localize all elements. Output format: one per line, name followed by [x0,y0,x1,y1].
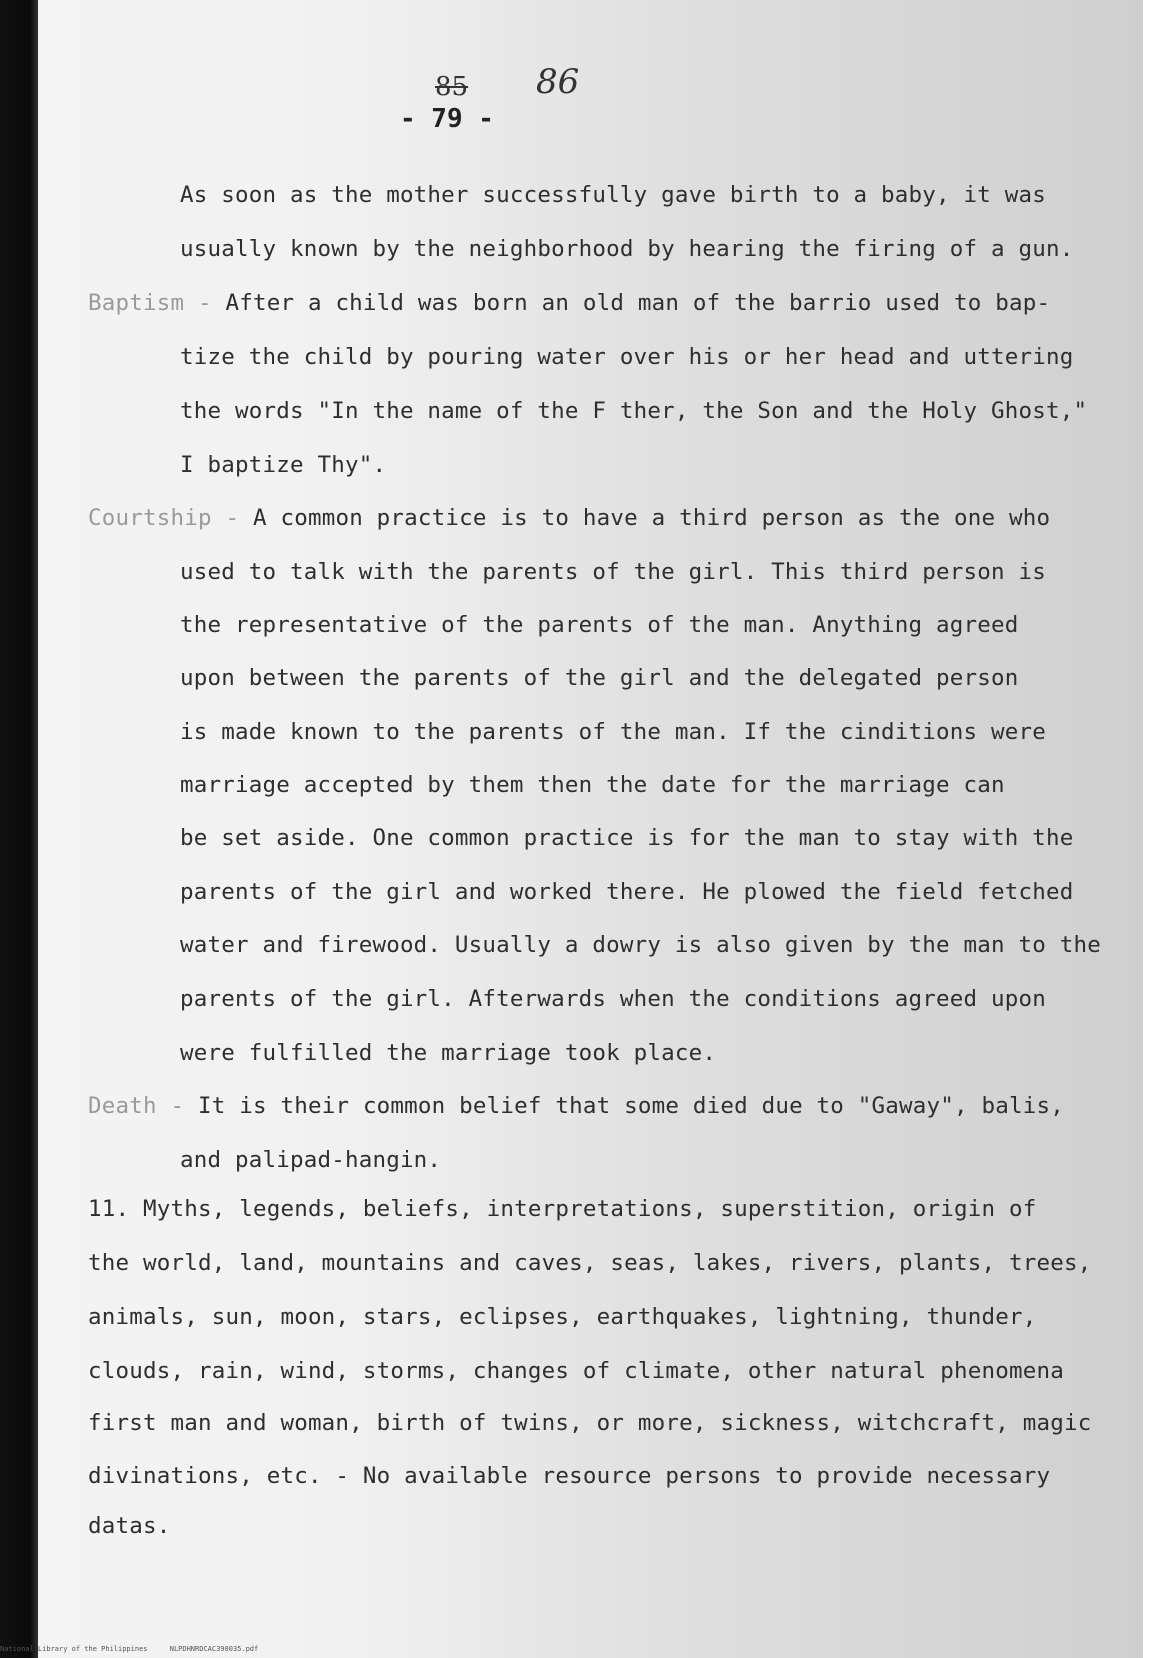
text-line: datas. [88,1513,171,1539]
page-footer [0,1645,276,1653]
text-line: be set aside. One common practice is for the man to stay with the [180,825,1074,851]
section-death: Death - It is their common belief that some died due to "Gaway", balis, [88,1093,1064,1119]
text-line: upon between the parents of the girl and the delegated person [180,665,1019,691]
text-line: water and firewood. Usually a dowry is also given by the man to the [180,932,1101,958]
text-line: parents of the girl and worked there. He plowed the field fetched [180,879,1074,905]
text-line: the representative of the parents of the man. Anything agreed [180,612,1019,638]
struck-page-number: 85 [435,72,469,102]
text-line: first man and woman, birth of twins, or more, sickness, witchcraft, magic [88,1410,1092,1436]
footer-library: National Library of the Philippines [0,1645,148,1653]
text-line-item-11: 11. Myths, legends, beliefs, interpretations, superstition, origin of [88,1196,1037,1222]
text-line: divinations, etc. - No available resource persons to provide necessary [88,1463,1051,1489]
text-line: is made known to the parents of the man. If the cinditions were [180,719,1047,745]
text-line: As soon as the mother successfully gave birth to a baby, it was [180,182,1047,208]
handwritten-page-number: 86 [536,62,580,102]
section-label: Death - [88,1093,185,1119]
text-line: parents of the girl. Afterwards when the conditions agreed upon [180,986,1047,1012]
page-right-margin [1143,0,1165,1658]
text-line: and palipad-hangin. [180,1147,442,1173]
text-line: the world, land, mountains and caves, seas, lakes, rivers, plants, trees, [88,1250,1092,1276]
text-line: were fulfilled the marriage took place. [180,1040,717,1066]
text-line: usually known by the neighborhood by hearing the firing of a gun. [180,236,1074,262]
section-label: Baptism - [88,290,212,316]
text-line: clouds, rain, wind, storms, changes of climate, other natural phenomena [88,1358,1064,1384]
text-line: marriage accepted by them then the date for the marriage can [180,772,1005,798]
text-line: I baptize Thy". [180,452,387,478]
text-line: animals, sun, moon, stars, eclipses, earthquakes, lightning, thunder, [88,1304,1037,1330]
binding-edge [0,0,38,1658]
section-label: Courtship - [88,505,240,531]
section-baptism: Baptism - After a child was born an old man of the barrio used to bap- [88,290,1051,316]
text-line: the words "In the name of the F ther, the Son and the Holy Ghost," [180,398,1088,424]
text-line: tize the child by pouring water over his or her head and uttering [180,344,1074,370]
text-line: used to talk with the parents of the girl. This third person is [180,559,1047,585]
section-courtship: Courtship - A common practice is to have a third person as the one who [88,505,1051,531]
footer-file: NLPDHNRDCAC390035.pdf [169,1645,259,1653]
typed-page-number: - 79 - [400,104,494,134]
